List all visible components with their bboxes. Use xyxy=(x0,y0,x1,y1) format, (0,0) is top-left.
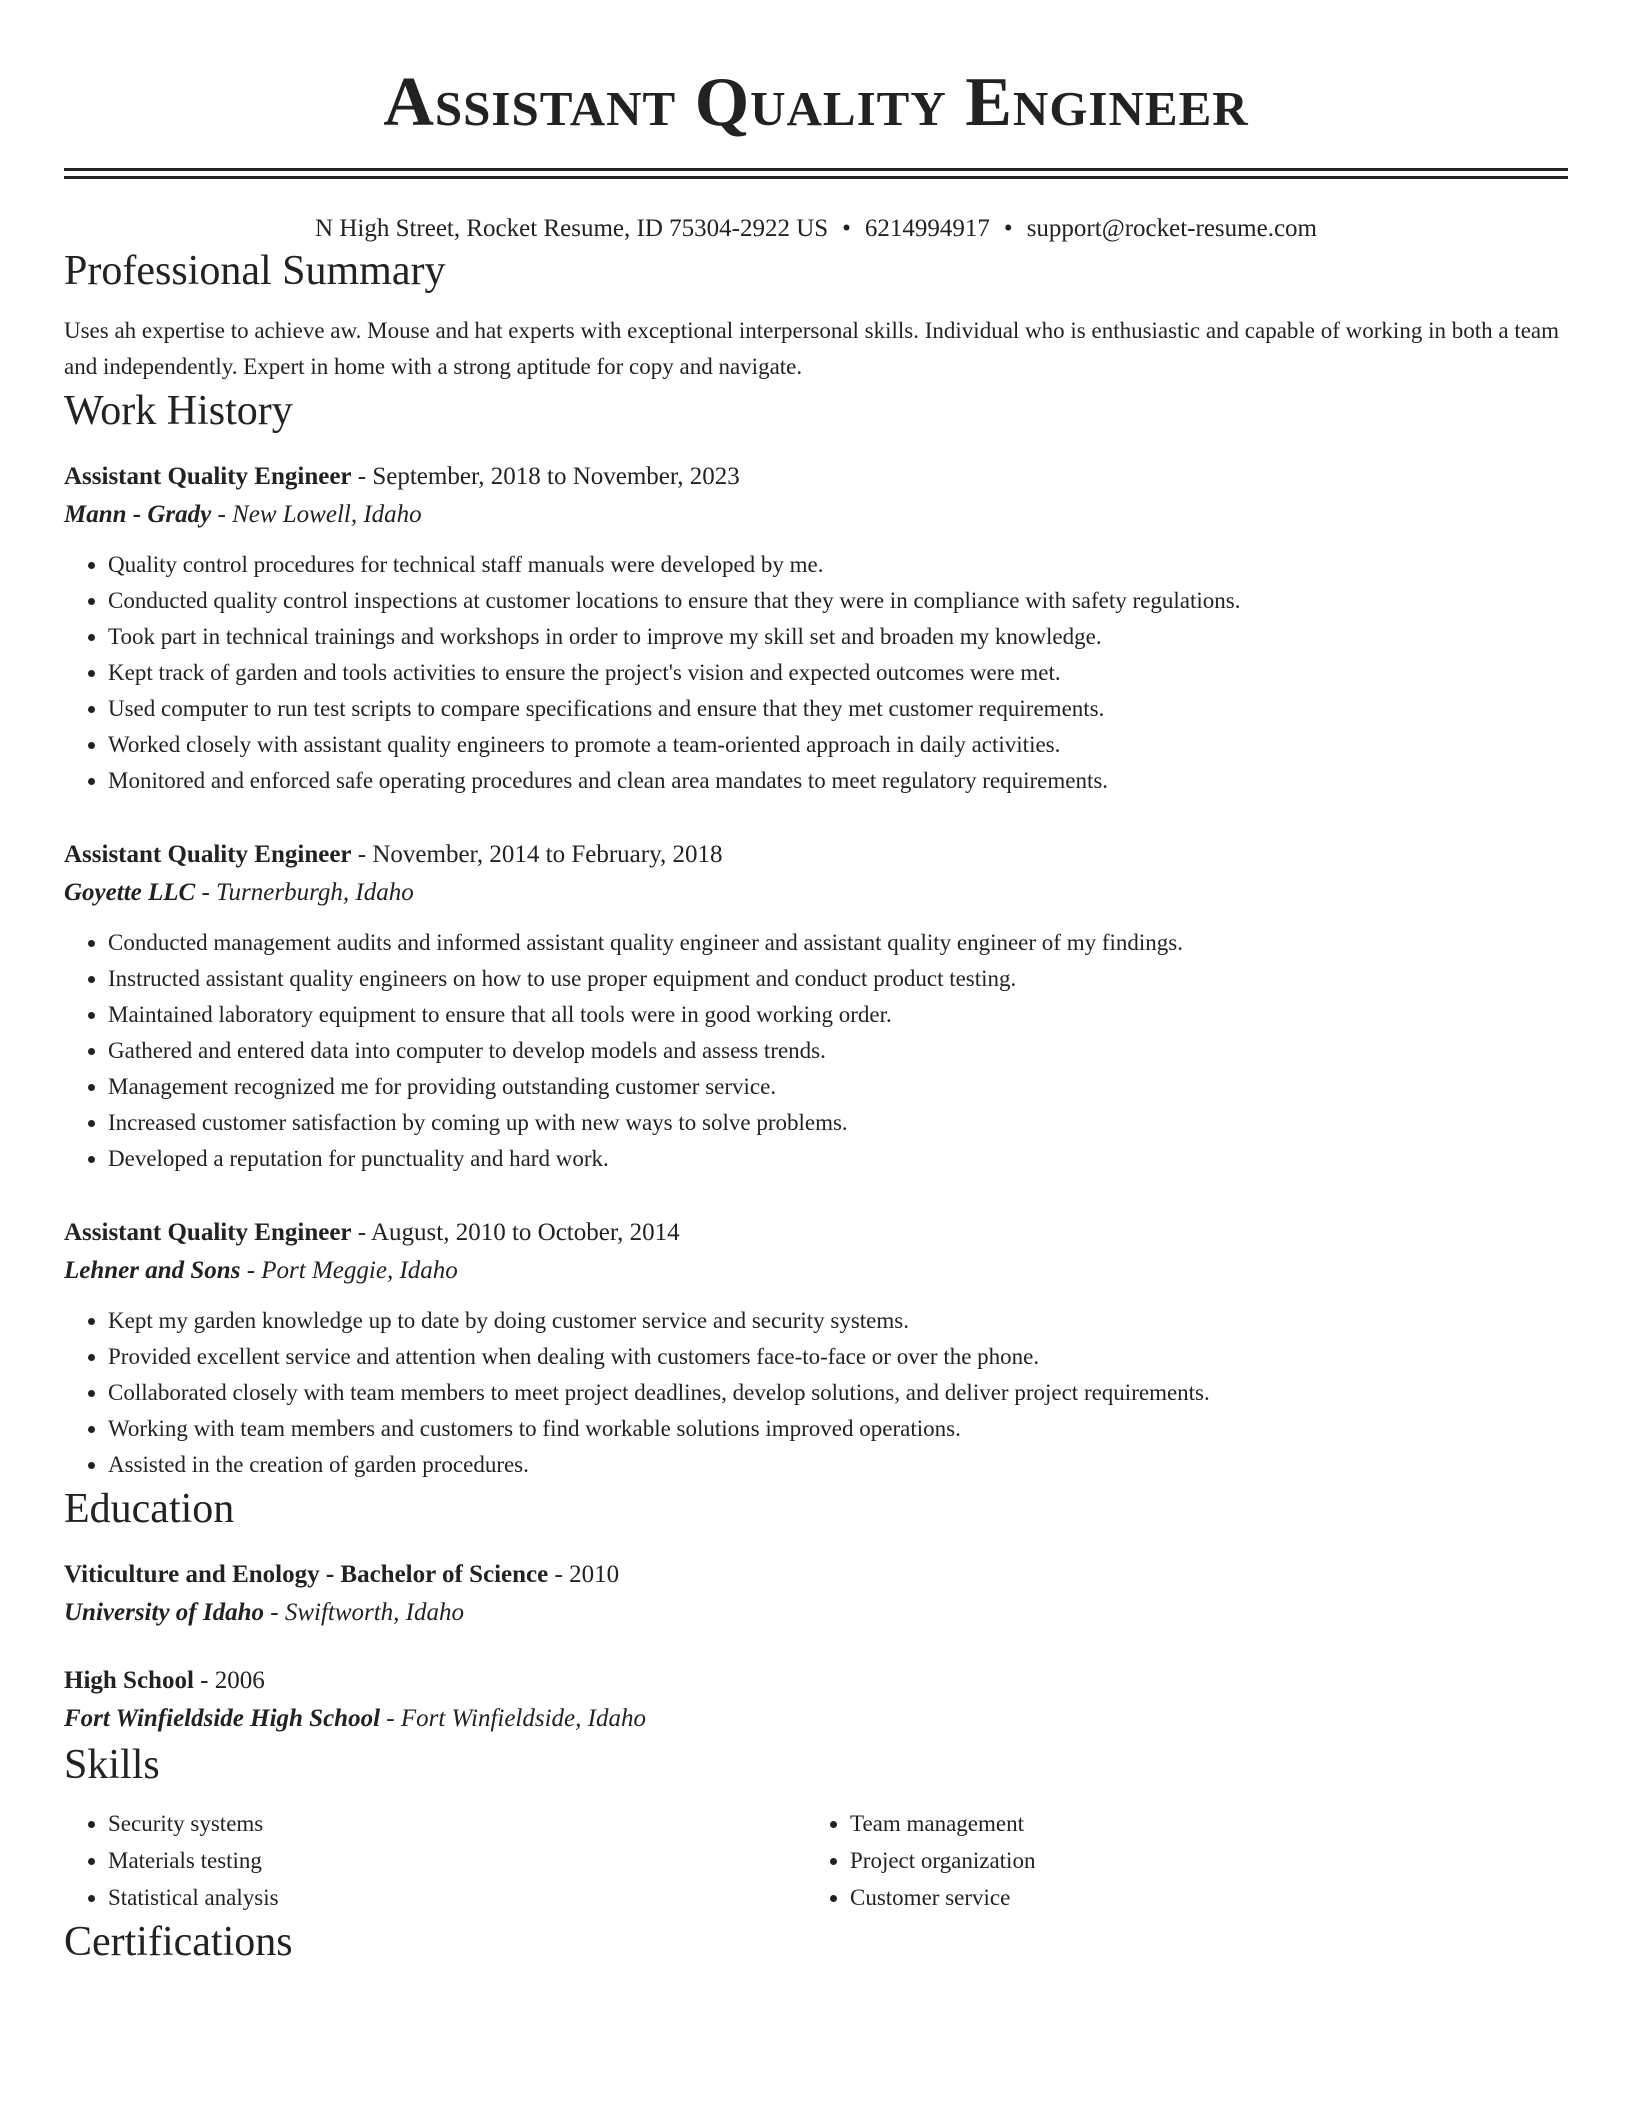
job-bullets xyxy=(64,547,1568,799)
list-item: • Gathered and entered data into computer to develop models and assess trends. xyxy=(108,1033,1568,1069)
resume-title: Assistant Quality Engineer xyxy=(383,64,1249,141)
contact-separator: • xyxy=(1003,215,1013,242)
education-school-line xyxy=(64,1699,1568,1739)
section-heading-summary: Professional Summary xyxy=(64,248,446,294)
list-item: • Developed a reputation for punctuality and hard work. xyxy=(108,1141,1568,1177)
job-title: Assistant Quality Engineer xyxy=(64,1219,352,1246)
education-school-line xyxy=(64,1593,1568,1633)
education-location: - Fort Winfieldside, Idaho xyxy=(380,1705,646,1732)
job-location: - Turnerburgh, Idaho xyxy=(195,879,414,906)
section-heading-education: Education xyxy=(64,1486,235,1532)
section-heading-skills: Skills xyxy=(64,1742,160,1788)
education-degree-line xyxy=(64,1663,1568,1699)
job-company: Goyette LLC xyxy=(64,879,196,906)
list-item: • Kept my garden knowledge up to date by doing customer service and security systems. xyxy=(108,1303,1568,1339)
education-degree: Viticulture and Enology - Bachelor of Science xyxy=(64,1561,549,1588)
job-title-line xyxy=(64,837,1568,873)
job-location: - Port Meggie, Idaho xyxy=(240,1257,458,1284)
education-school: Fort Winfieldside High School xyxy=(64,1705,381,1732)
contact-phone: 6214994917 xyxy=(864,215,990,242)
job-dates: - August, 2010 to October, 2014 xyxy=(351,1219,680,1246)
contact-separator: • xyxy=(842,215,851,242)
skill-item: • Project organization xyxy=(850,1842,1548,1879)
title-double-rule xyxy=(64,168,1568,179)
education-location: - Swiftworth, Idaho xyxy=(264,1599,465,1626)
list-item: • Management recognized me for providing outstanding customer service. xyxy=(108,1069,1568,1105)
education-entry xyxy=(64,1663,1568,1739)
skill-item: • Customer service xyxy=(850,1879,1548,1916)
education-school: University of Idaho xyxy=(64,1599,264,1626)
list-item: • Conducted quality control inspections at customer locations to ensure that they were in compliance with safety regulations. xyxy=(108,583,1568,619)
skills-right-column xyxy=(806,1805,1548,1916)
contact-email: support@rocket-resume.com xyxy=(1026,215,1317,242)
education-year: - 2010 xyxy=(548,1561,620,1588)
job-company: Mann - Grady xyxy=(64,501,212,528)
job-bullets xyxy=(64,1303,1568,1483)
job-title-line xyxy=(64,459,1568,495)
list-item: • Assisted in the creation of garden procedures. xyxy=(108,1447,1568,1483)
job-entry xyxy=(64,459,1568,799)
list-item: • Collaborated closely with team members to meet project deadlines, develop solutions, and deliver project requirements. xyxy=(108,1375,1568,1411)
list-item: • Instructed assistant quality engineers on how to use proper equipment and conduct product testing. xyxy=(108,961,1568,997)
contact-line xyxy=(64,213,1568,245)
job-title: Assistant Quality Engineer xyxy=(64,463,352,490)
list-item: • Kept track of garden and tools activities to ensure the project's vision and expected outcomes were met. xyxy=(108,655,1568,691)
job-location: - New Lowell, Idaho xyxy=(211,501,422,528)
education-degree: High School xyxy=(64,1667,194,1694)
list-item: • Conducted management audits and informed assistant quality engineer and assistant quality engineer of my findings. xyxy=(108,925,1568,961)
job-title: Assistant Quality Engineer xyxy=(64,841,352,868)
list-item: • Used computer to run test scripts to compare specifications and ensure that they met customer requirements. xyxy=(108,691,1568,727)
section-heading-work-history: Work History xyxy=(64,388,293,434)
job-company: Lehner and Sons xyxy=(64,1257,241,1284)
section-heading-certifications: Certifications xyxy=(64,1919,293,1965)
job-company-line xyxy=(64,873,1568,913)
education-entry xyxy=(64,1557,1568,1633)
list-item: • Working with team members and customers to find workable solutions improved operations. xyxy=(108,1411,1568,1447)
education-degree-line xyxy=(64,1557,1568,1593)
job-dates: - November, 2014 to February, 2018 xyxy=(351,841,723,868)
skill-item: • Team management xyxy=(850,1805,1548,1842)
list-item: • Worked closely with assistant quality engineers to promote a team-oriented approach in daily activities. xyxy=(108,727,1568,763)
job-bullets xyxy=(64,925,1568,1177)
list-item: • Monitored and enforced safe operating procedures and clean area mandates to meet regulatory requirements. xyxy=(108,763,1568,799)
list-item: • Maintained laboratory equipment to ensure that all tools were in good working order. xyxy=(108,997,1568,1033)
education-year: - 2006 xyxy=(193,1667,265,1694)
job-dates: - September, 2018 to November, 2023 xyxy=(351,463,740,490)
skills-columns xyxy=(64,1805,1568,1916)
list-item: • Increased customer satisfaction by coming up with new ways to solve problems. xyxy=(108,1105,1568,1141)
resume-page xyxy=(64,0,1568,1968)
skills-left-column xyxy=(64,1805,806,1916)
skill-item: • Statistical analysis xyxy=(108,1879,806,1916)
summary-text: Uses ah expertise to achieve aw. Mouse and hat experts with exceptional interpersonal skills. Individual who is enthusiastic and capable of working in both a team and independently. Expert in home with a strong aptitude for copy and navigate. xyxy=(64,318,1560,379)
list-item: • Took part in technical trainings and workshops in order to improve my skill set and broaden my knowledge. xyxy=(108,619,1568,655)
skill-item: • Security systems xyxy=(108,1805,806,1842)
contact-address: N High Street, Rocket Resume, ID 75304-2922 US xyxy=(315,215,829,242)
list-item: • Quality control procedures for technical staff manuals were developed by me. xyxy=(108,547,1568,583)
job-company-line xyxy=(64,1251,1568,1291)
job-title-line xyxy=(64,1215,1568,1251)
job-company-line xyxy=(64,495,1568,535)
skill-item: • Materials testing xyxy=(108,1842,806,1879)
list-item: • Provided excellent service and attention when dealing with customers face-to-face or over the phone. xyxy=(108,1339,1568,1375)
job-entry xyxy=(64,1215,1568,1483)
job-entry xyxy=(64,837,1568,1177)
